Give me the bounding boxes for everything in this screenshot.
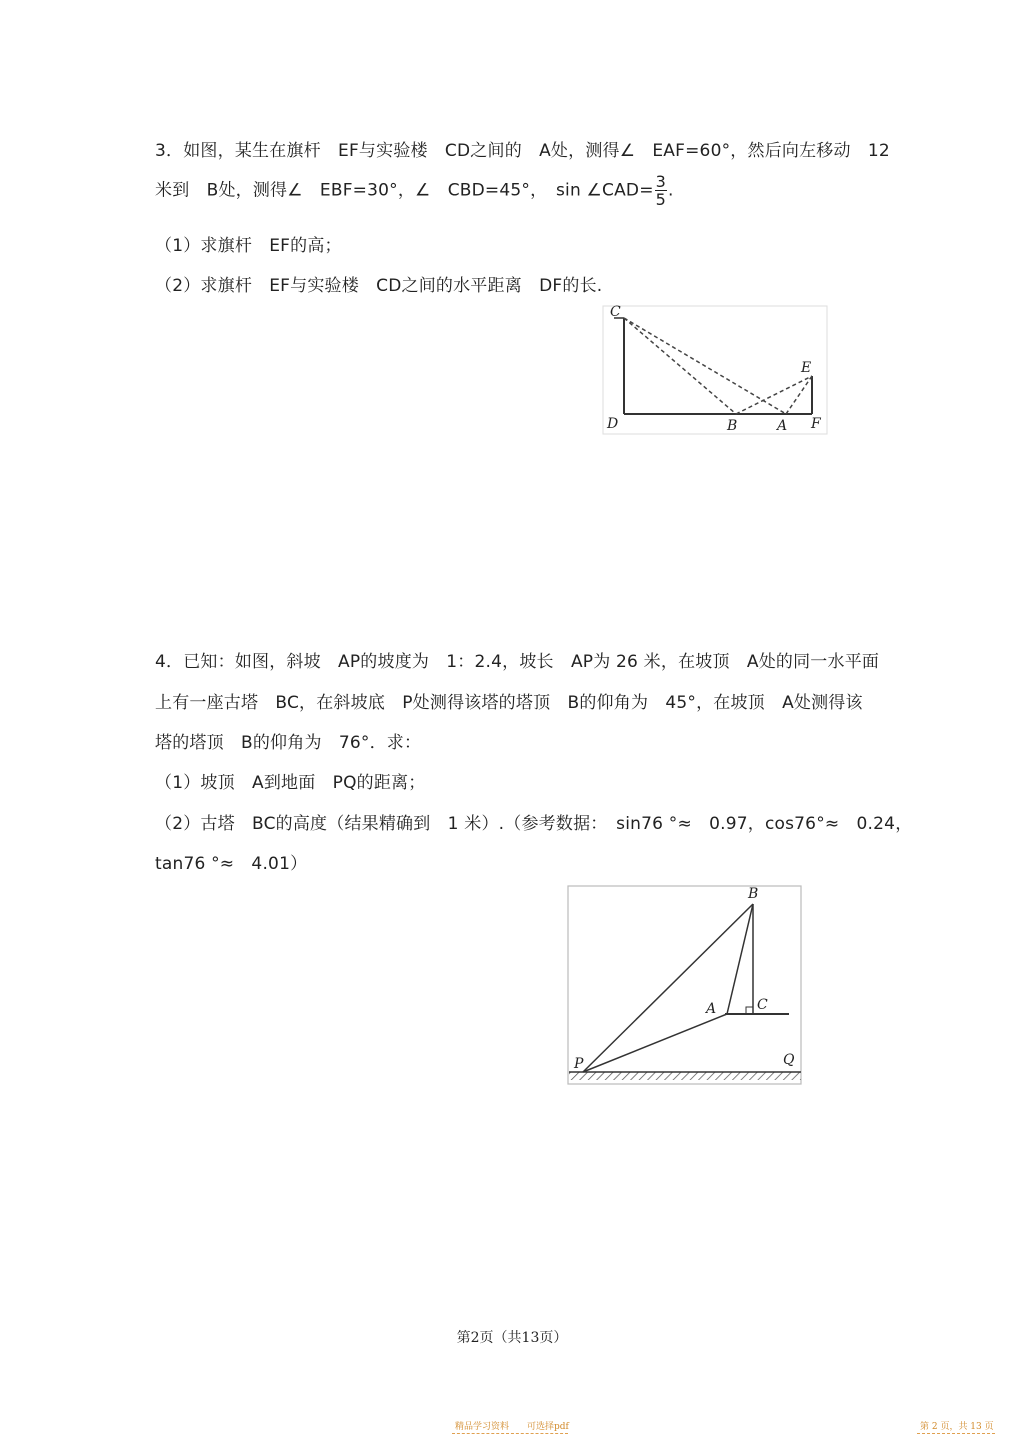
dashed-cb	[624, 318, 736, 414]
q4-line-2: 上有一座古塔 BC，在斜坡底 P处测得该塔的塔顶 B的仰角为 45°，在坡顶 A处测得该	[155, 693, 863, 713]
ground-hatch	[569, 1072, 801, 1080]
q4-line-1: 4．已知：如图，斜坡 AP的坡度为 1：2.4，坡长 AP为 26 米，在坡顶 A处的同一水平面	[155, 652, 880, 672]
label-a: A	[706, 1001, 717, 1017]
right-angle-mark	[746, 1007, 753, 1014]
dashed-ca	[624, 318, 786, 414]
watermark-left-dash	[452, 1433, 568, 1434]
q4-sub-2: （2）古塔 BC的高度（结果精确到 1 米）.（参考数据： sin76 °≈ 0.97，cos76°≈ 0.24，	[155, 814, 913, 834]
watermark-right: 第 2 页，共 13 页	[920, 1422, 994, 1432]
fraction-denominator: 5	[655, 190, 667, 209]
q3-line-2-text: 米到 B处，测得∠ EBF=30°，∠ CBD=45°， sin ∠CAD=	[155, 180, 654, 201]
q4-line-3: 塔的塔顶 B的仰角为 76°．求：	[155, 733, 422, 753]
sight-ab-line	[727, 904, 753, 1014]
sin-cad-fraction	[655, 173, 667, 208]
watermark-left: 精品学习资料 可选择pdf	[455, 1422, 569, 1432]
q3-sub-1: （1）求旗杆 EF的高；	[155, 236, 342, 256]
q3-figure	[600, 300, 830, 440]
label-b: B	[727, 418, 738, 434]
label-d: D	[607, 416, 619, 432]
q3-sub-2: （2）求旗杆 EF与实验楼 CD之间的水平距离 DF的长.	[155, 276, 603, 296]
label-p: P	[574, 1056, 584, 1072]
q4-sub-3: tan76 °≈ 4.01）	[155, 854, 308, 874]
slope-pa-line	[583, 1014, 727, 1072]
label-f: F	[811, 416, 821, 432]
label-e: E	[801, 360, 812, 376]
label-c: C	[757, 997, 768, 1013]
label-b: B	[748, 886, 759, 902]
label-q: Q	[783, 1052, 795, 1068]
q3-line-2	[155, 173, 674, 208]
q4-sub-1: （1）坡顶 A到地面 PQ的距离；	[155, 773, 426, 793]
fraction-numerator: 3	[655, 172, 667, 191]
label-c: C	[610, 304, 621, 320]
sight-pb-line	[583, 904, 753, 1072]
watermark-right-dash	[917, 1433, 995, 1434]
q4-figure-frame	[568, 886, 801, 1084]
dashed-be	[736, 376, 812, 414]
label-a: A	[777, 418, 788, 434]
q3-line-1: 3．如图，某生在旗杆 EF与实验楼 CD之间的 A处，测得∠ EAF=60°，然后向左移动 12	[155, 141, 890, 161]
page-number: 第2页（共13页）	[456, 1330, 568, 1346]
q4-figure	[565, 882, 805, 1087]
q3-line-2-end: .	[668, 180, 674, 201]
